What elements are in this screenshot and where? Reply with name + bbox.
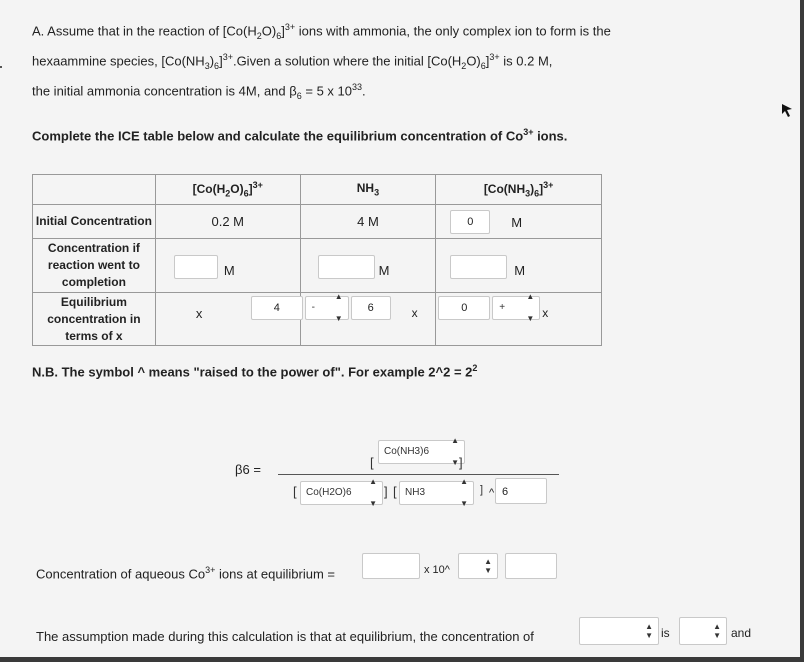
exponent-sign-select[interactable]: ▲ ▼ bbox=[458, 553, 498, 579]
equilibrium-col3-operator-select[interactable]: + ▲ ▼ bbox=[492, 296, 540, 320]
col-header-ammonia: $NH_3$ bbox=[300, 175, 436, 205]
numerator-close-bracket: ] bbox=[459, 455, 463, 470]
numerator-species-select[interactable]: Co(NH3)6 ▲ ▼ bbox=[378, 440, 465, 464]
assumption-relation-select[interactable]: ▲ ▼ bbox=[679, 617, 727, 645]
completion-col3-input[interactable] bbox=[450, 255, 507, 279]
fraction-bar bbox=[278, 474, 559, 475]
denominator-species-select-2[interactable]: NH3 ▲ ▼ bbox=[399, 481, 474, 505]
assumption-text: The assumption made during this calculation is that at equilibrium, the concentration of bbox=[36, 629, 534, 644]
cell-equilibrium-col3 bbox=[436, 293, 602, 346]
problem-line-1: A. Assume that in the reaction of $[Co(H_2O)_6]^{3+}$ ions with ammonia, the only complex ion to form is the bbox=[32, 22, 611, 41]
equilibrium-col3-input[interactable]: 0 bbox=[438, 296, 490, 320]
times-ten-label: x 10^ bbox=[424, 564, 450, 576]
exponent-caret: ^ bbox=[489, 487, 495, 499]
ice-header-row bbox=[33, 175, 602, 205]
initial-col3-unit: M bbox=[511, 215, 523, 230]
margin-dot bbox=[0, 66, 2, 68]
assumption-and-label: and bbox=[731, 626, 752, 640]
initial-col2-value: 4 M bbox=[357, 214, 379, 229]
ice-row-completion bbox=[33, 239, 602, 293]
completion-col2-unit: M bbox=[378, 263, 390, 278]
ice-row-equilibrium bbox=[33, 293, 602, 346]
equilibrium-col2-coef-input[interactable]: 6 bbox=[351, 296, 391, 320]
denominator-exponent-input[interactable]: 6 bbox=[495, 478, 547, 504]
numerator-open-bracket: [ bbox=[370, 455, 374, 470]
initial-col3-input[interactable]: 0 bbox=[450, 210, 490, 234]
row-label-initial: Initial Concentration bbox=[33, 205, 156, 239]
cell-completion-col3 bbox=[436, 239, 602, 293]
problem-line-2: hexaammine species, $[Co(NH_3)_6]^{3+}.Given$ a solution where the initial $[Co(H_2O)_6]^{3+}$ is 0.2 M, bbox=[32, 52, 553, 71]
completion-col1-input[interactable] bbox=[174, 255, 218, 279]
completion-col1-unit: M bbox=[223, 263, 235, 278]
col-header-cobalt-aqua: $[Co(H_2O)_6]^{3+}$ bbox=[155, 175, 300, 205]
concentration-label: Concentration of aqueous $Co^{3+}$ ions at equilibrium = bbox=[36, 565, 335, 582]
cell-initial-col2 bbox=[300, 205, 436, 239]
beta-label: β6 = bbox=[235, 462, 261, 477]
equilibrium-col2-input[interactable]: 4 bbox=[251, 296, 303, 320]
cell-completion-col1 bbox=[155, 239, 300, 293]
cell-initial-col3 bbox=[436, 205, 602, 239]
cell-completion-col2 bbox=[300, 239, 436, 293]
mouse-cursor-icon bbox=[780, 103, 794, 119]
equilibrium-col3-x: x bbox=[542, 306, 549, 320]
instruction-text: Complete the ICE table below and calculate the equilibrium concentration of $Co^{3+}$ ions. bbox=[32, 127, 568, 144]
initial-col1-value: 0.2 M bbox=[211, 214, 244, 229]
cell-initial-col1 bbox=[155, 205, 300, 239]
completion-col3-unit: M bbox=[514, 263, 526, 278]
denom-open-bracket-1: [ bbox=[293, 484, 297, 499]
equilibrium-col2-x: x bbox=[411, 306, 418, 320]
problem-line-3: the initial ammonia concentration is 4M, and $\beta_6 = 5$ x $10^{33}$. bbox=[32, 82, 366, 101]
row-label-completion: Concentration if reaction went to completion bbox=[33, 239, 156, 293]
col-header-hexaammine: $[Co(NH_3)_6]^{3+}$ bbox=[436, 175, 602, 205]
completion-col2-input[interactable] bbox=[318, 255, 375, 279]
denom-close-bracket-1: ] bbox=[384, 484, 388, 499]
cell-equilibrium-col1 bbox=[155, 293, 300, 346]
equilibrium-col2-operator-select[interactable]: - ▲ ▼ bbox=[305, 296, 349, 320]
row-label-equilibrium: Equilibrium concentration in terms of x bbox=[33, 293, 156, 346]
cell-equilibrium-col2 bbox=[300, 293, 436, 346]
denom-open-bracket-2: [ bbox=[393, 484, 397, 499]
assumption-species-select[interactable]: ▲ ▼ bbox=[579, 617, 659, 645]
assumption-is-label: is bbox=[661, 626, 670, 640]
concentration-mantissa-input[interactable] bbox=[362, 553, 420, 579]
ice-row-initial bbox=[33, 205, 602, 239]
denom-close-bracket-2: ] bbox=[480, 484, 484, 496]
note-text: N.B. The symbol ^ means "raised to the power of". For example 2^2 = $2^2$ bbox=[32, 363, 478, 380]
concentration-exponent-input[interactable] bbox=[505, 553, 557, 579]
ice-corner-cell bbox=[33, 175, 156, 205]
equilibrium-col1-x: x bbox=[195, 306, 203, 321]
denominator-species-select-1[interactable]: Co(H2O)6 ▲ ▼ bbox=[300, 481, 383, 505]
ice-table bbox=[32, 174, 602, 346]
